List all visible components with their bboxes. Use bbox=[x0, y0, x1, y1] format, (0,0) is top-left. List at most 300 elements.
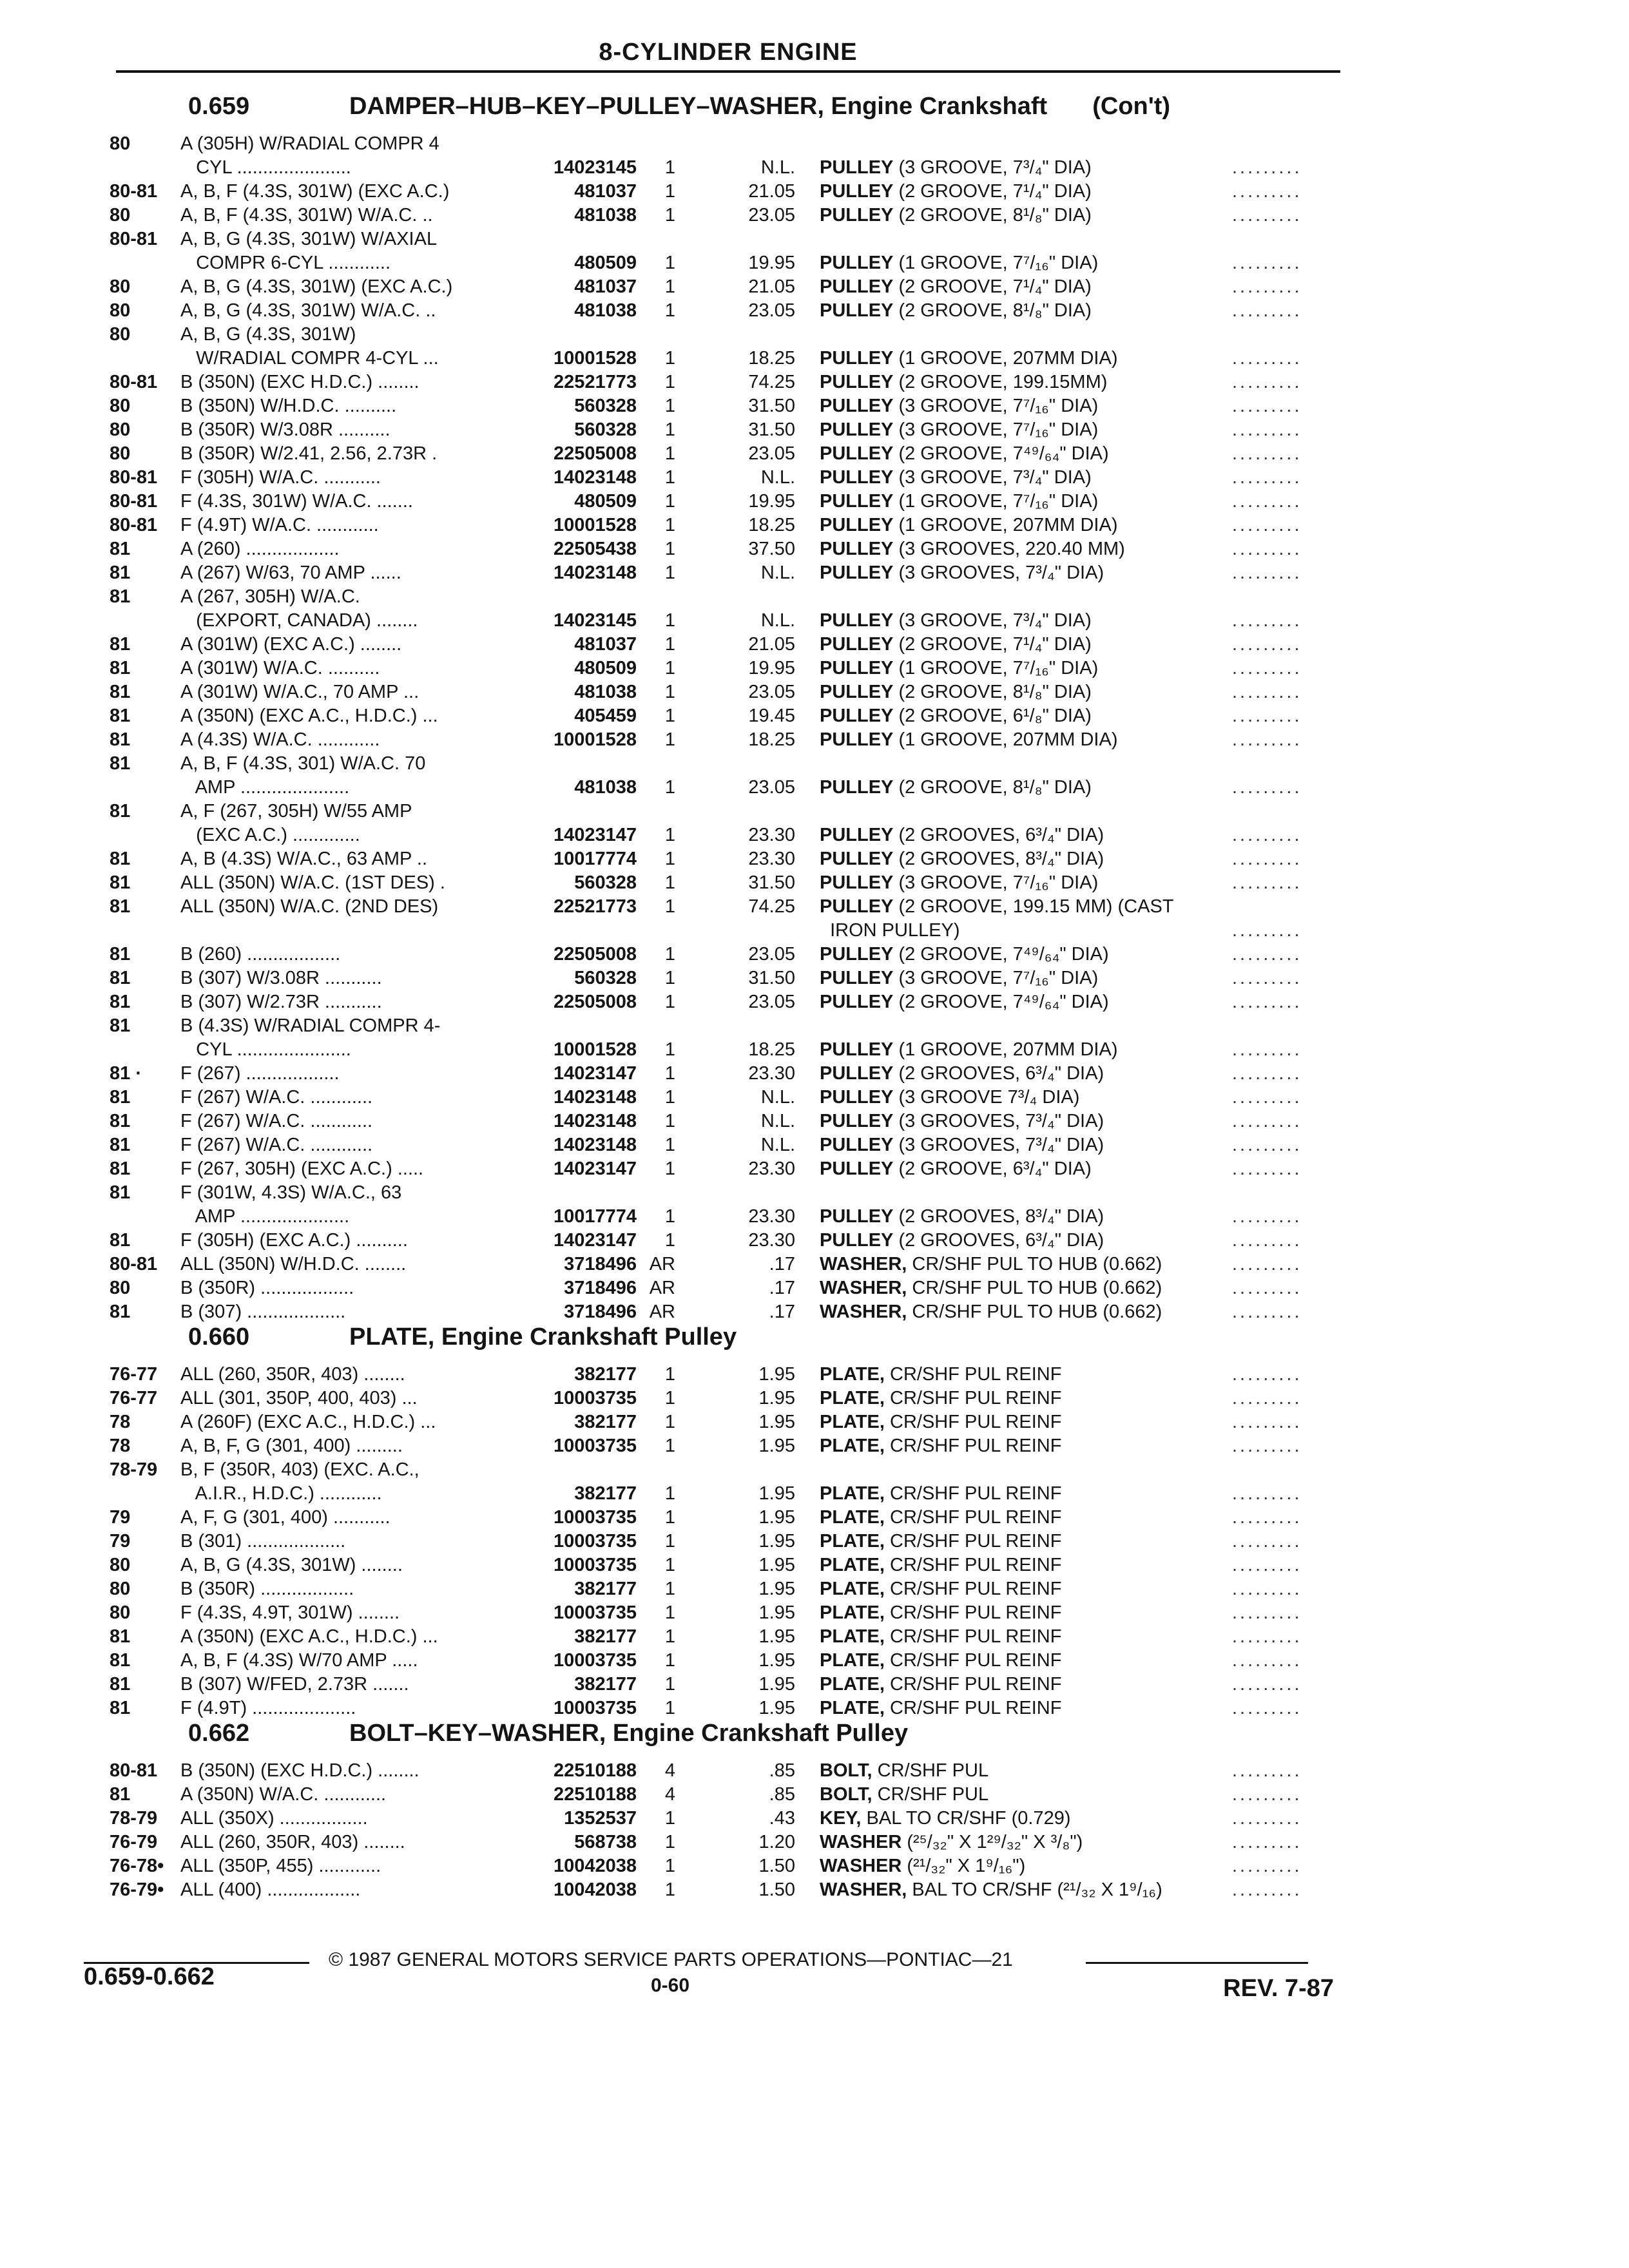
model-year: 81 bbox=[110, 539, 131, 559]
leader-dots: ......... bbox=[1232, 181, 1302, 202]
model-year: 80-81 bbox=[110, 181, 158, 202]
leader-dots: ......... bbox=[1232, 634, 1302, 655]
price: 18.25 bbox=[748, 1039, 795, 1060]
price: 1.95 bbox=[758, 1388, 795, 1408]
part-name: PULLEY bbox=[820, 610, 894, 631]
price: 1.95 bbox=[758, 1650, 795, 1671]
part-number: 22521773 bbox=[553, 896, 637, 917]
part-spec: CR/SHF PUL REINF bbox=[884, 1364, 1062, 1385]
application: F (267) .................. bbox=[180, 1063, 340, 1084]
price: 1.20 bbox=[758, 1832, 795, 1852]
application: ALL (260, 350R, 403) ........ bbox=[180, 1832, 405, 1852]
parts-row bbox=[110, 1227, 1334, 1251]
leader-dots: ......... bbox=[1232, 1087, 1302, 1108]
part-number: 10001528 bbox=[553, 729, 637, 750]
part-spec: (2 GROOVE, 7⁴⁹/₆₄" DIA) bbox=[893, 944, 1109, 965]
part-spec: CR/SHF PUL bbox=[872, 1760, 989, 1781]
part-name: WASHER, bbox=[820, 1254, 907, 1274]
price: 23.30 bbox=[748, 825, 795, 845]
part-number: 14023147 bbox=[553, 1230, 637, 1251]
part-name: PULLEY bbox=[820, 1063, 894, 1084]
parts-row bbox=[110, 464, 1334, 488]
quantity: 1 bbox=[664, 1087, 675, 1108]
part-name: PULLEY bbox=[820, 205, 894, 226]
parts-row bbox=[110, 535, 1334, 559]
leader-dots: ......... bbox=[1232, 539, 1302, 559]
quantity: 1 bbox=[664, 1063, 675, 1084]
part-description bbox=[820, 634, 1232, 655]
leader-dots: ......... bbox=[1232, 1388, 1302, 1408]
price: 23.05 bbox=[748, 205, 795, 226]
quantity: 4 bbox=[664, 1760, 675, 1781]
model-year: 81 bbox=[110, 706, 131, 726]
application: A (301W) W/A.C. .......... bbox=[180, 658, 380, 678]
leader-dots: ......... bbox=[1232, 1602, 1302, 1623]
part-name: WASHER, bbox=[820, 1302, 907, 1322]
application: A (4.3S) W/A.C. ............ bbox=[180, 729, 380, 750]
part-number: 14023147 bbox=[553, 1158, 637, 1179]
leader-dots: ......... bbox=[1232, 1230, 1302, 1251]
leader-dots: ......... bbox=[1232, 849, 1302, 869]
part-number: 14023147 bbox=[553, 1063, 637, 1084]
application: F (4.9T) W/A.C. ............ bbox=[180, 515, 379, 535]
part-description bbox=[820, 610, 1232, 631]
part-name: KEY, bbox=[820, 1808, 862, 1829]
leader-dots: ......... bbox=[1232, 729, 1302, 750]
parts-row bbox=[110, 1695, 1334, 1718]
quantity: AR bbox=[649, 1302, 675, 1322]
part-spec: (3 GROOVES, 7³/₄" DIA) bbox=[893, 1111, 1104, 1131]
model-year: 80 bbox=[110, 205, 131, 226]
price: 23.05 bbox=[748, 944, 795, 965]
header-rule bbox=[116, 70, 1340, 73]
price: 18.25 bbox=[748, 729, 795, 750]
part-spec: CR/SHF PUL REINF bbox=[884, 1507, 1062, 1528]
quantity: AR bbox=[649, 1254, 675, 1274]
application: B (350R) .................. bbox=[180, 1579, 354, 1599]
parts-row bbox=[110, 845, 1334, 869]
footer-rule-right bbox=[1086, 1962, 1308, 1964]
quantity: 1 bbox=[664, 1039, 675, 1060]
model-year: 80-81 bbox=[110, 1760, 158, 1781]
part-description bbox=[820, 562, 1232, 583]
application: B, F (350R, 403) (EXC. A.C., bbox=[180, 1459, 419, 1480]
parts-row bbox=[110, 655, 1334, 678]
leader-dots: ......... bbox=[1232, 1808, 1302, 1829]
part-description bbox=[820, 1555, 1232, 1575]
quantity: 1 bbox=[664, 1483, 675, 1504]
price: 74.25 bbox=[748, 372, 795, 392]
part-description bbox=[820, 849, 1232, 869]
application: A, B, G (4.3S, 301W) W/AXIAL bbox=[180, 229, 438, 249]
leader-dots: ......... bbox=[1232, 1158, 1302, 1179]
parts-row bbox=[110, 774, 1334, 798]
part-name: WASHER bbox=[820, 1832, 902, 1852]
leader-dots: ......... bbox=[1232, 1412, 1302, 1432]
part-number: 22505008 bbox=[553, 443, 637, 464]
application: (EXPORT, CANADA) ........ bbox=[180, 610, 418, 631]
part-number: 481038 bbox=[574, 682, 637, 702]
quantity: 1 bbox=[664, 372, 675, 392]
part-number: 22510188 bbox=[553, 1784, 637, 1805]
part-description bbox=[820, 1230, 1232, 1251]
quantity: 1 bbox=[664, 1650, 675, 1671]
model-year: 81 bbox=[110, 753, 131, 774]
price: 31.50 bbox=[748, 419, 795, 440]
part-number: 22521773 bbox=[553, 372, 637, 392]
parts-row bbox=[110, 583, 1334, 607]
application: A, B (4.3S) W/A.C., 63 AMP .. bbox=[180, 849, 428, 869]
leader-dots: ......... bbox=[1232, 205, 1302, 226]
quantity: 1 bbox=[664, 491, 675, 512]
application: A (260F) (EXC A.C., H.D.C.) ... bbox=[180, 1412, 436, 1432]
price: N.L. bbox=[760, 1111, 795, 1131]
parts-row bbox=[110, 1805, 1334, 1829]
part-number: 14023148 bbox=[553, 1111, 637, 1131]
part-description bbox=[820, 1626, 1232, 1647]
part-name: PULLEY bbox=[820, 944, 894, 965]
part-spec: (2 GROOVES, 6³/₄" DIA) bbox=[893, 1063, 1104, 1084]
parts-row bbox=[110, 1432, 1334, 1456]
leader-dots: ......... bbox=[1232, 276, 1302, 297]
quantity: 1 bbox=[664, 872, 675, 893]
part-number: 382177 bbox=[574, 1674, 637, 1695]
leader-dots: ......... bbox=[1232, 348, 1302, 369]
application: A, B, G (4.3S, 301W) W/A.C. .. bbox=[180, 300, 436, 321]
part-number: 3718496 bbox=[564, 1302, 637, 1322]
quantity: 1 bbox=[664, 1364, 675, 1385]
application: A, B, F (4.3S) W/70 AMP ..... bbox=[180, 1650, 418, 1671]
part-spec: (3 GROOVE 7³/₄ DIA) bbox=[893, 1087, 1080, 1108]
part-name: PULLEY bbox=[820, 872, 894, 893]
part-spec: (1 GROOVE, 7⁷/₁₆" DIA) bbox=[893, 658, 1099, 678]
part-description bbox=[820, 872, 1232, 893]
part-spec: IRON PULLEY) bbox=[820, 920, 960, 941]
part-description bbox=[820, 348, 1232, 369]
application: A, F, G (301, 400) ........... bbox=[180, 1507, 390, 1528]
parts-row bbox=[110, 512, 1334, 535]
section-heading bbox=[110, 93, 1334, 130]
parts-row bbox=[110, 1671, 1334, 1695]
part-spec: (2 GROOVE, 8¹/₈" DIA) bbox=[893, 777, 1092, 798]
part-spec: CR/SHF PUL REINF bbox=[884, 1436, 1062, 1456]
leader-dots: ......... bbox=[1232, 1879, 1302, 1900]
leader-dots: ......... bbox=[1232, 1278, 1302, 1298]
quantity: 1 bbox=[664, 1436, 675, 1456]
model-year: 80-81 bbox=[110, 372, 158, 392]
model-year: 81 bbox=[110, 729, 131, 750]
part-description bbox=[820, 276, 1232, 297]
parts-row bbox=[110, 1131, 1334, 1155]
leader-dots: ......... bbox=[1232, 467, 1302, 488]
model-year: 78-79 bbox=[110, 1808, 158, 1829]
parts-row bbox=[110, 1781, 1334, 1805]
part-description bbox=[820, 729, 1232, 750]
part-number: 3718496 bbox=[564, 1254, 637, 1274]
part-description bbox=[820, 1879, 1232, 1900]
parts-row bbox=[110, 702, 1334, 726]
part-number: 382177 bbox=[574, 1364, 637, 1385]
parts-row bbox=[110, 750, 1334, 774]
part-spec: (1 GROOVE, 207MM DIA) bbox=[893, 348, 1118, 369]
quantity: 1 bbox=[664, 1698, 675, 1718]
part-description bbox=[820, 1531, 1232, 1552]
model-year: 81 bbox=[110, 1784, 131, 1805]
leader-dots: ......... bbox=[1232, 1507, 1302, 1528]
part-name: PULLEY bbox=[820, 562, 894, 583]
part-description bbox=[820, 1206, 1232, 1227]
leader-dots: ......... bbox=[1232, 777, 1302, 798]
price: 1.95 bbox=[758, 1579, 795, 1599]
part-name: PULLEY bbox=[820, 372, 894, 392]
part-number: 22505008 bbox=[553, 992, 637, 1012]
part-spec: CR/SHF PUL REINF bbox=[884, 1555, 1062, 1575]
parts-row bbox=[110, 988, 1334, 1012]
price: N.L. bbox=[760, 1135, 795, 1155]
leader-dots: ......... bbox=[1232, 1555, 1302, 1575]
parts-row bbox=[110, 917, 1334, 941]
part-spec: (²¹/₃₂" X 1⁹/₁₆") bbox=[901, 1856, 1026, 1876]
part-name: PULLEY bbox=[820, 849, 894, 869]
part-spec: (2 GROOVE, 7¹/₄" DIA) bbox=[893, 181, 1092, 202]
part-name: PULLEY bbox=[820, 491, 894, 512]
parts-row bbox=[110, 1829, 1334, 1852]
part-description bbox=[820, 1507, 1232, 1528]
leader-dots: ......... bbox=[1232, 1626, 1302, 1647]
part-description bbox=[820, 419, 1232, 440]
quantity: 1 bbox=[664, 610, 675, 631]
part-spec: CR/SHF PUL TO HUB (0.662) bbox=[907, 1254, 1162, 1274]
parts-row bbox=[110, 941, 1334, 965]
price: 19.95 bbox=[748, 253, 795, 273]
part-spec: (2 GROOVE, 7⁴⁹/₆₄" DIA) bbox=[893, 443, 1109, 464]
model-year: 80 bbox=[110, 1579, 131, 1599]
parts-row bbox=[110, 1385, 1334, 1408]
part-description bbox=[820, 253, 1232, 273]
price: .43 bbox=[769, 1808, 795, 1829]
application: A (267, 305H) W/A.C. bbox=[180, 586, 360, 607]
part-description bbox=[820, 300, 1232, 321]
parts-row bbox=[110, 607, 1334, 631]
leader-dots: ......... bbox=[1232, 515, 1302, 535]
price: 1.95 bbox=[758, 1626, 795, 1647]
leader-dots: ......... bbox=[1232, 706, 1302, 726]
application: A, B, F, G (301, 400) ......... bbox=[180, 1436, 403, 1456]
parts-row bbox=[110, 1361, 1334, 1385]
part-description bbox=[820, 1856, 1232, 1876]
part-number: 10042038 bbox=[553, 1879, 637, 1900]
part-description bbox=[820, 896, 1232, 917]
part-number: 10003735 bbox=[553, 1531, 637, 1552]
application: F (305H) W/A.C. ........... bbox=[180, 467, 381, 488]
part-description bbox=[820, 1602, 1232, 1623]
price: .17 bbox=[769, 1278, 795, 1298]
part-spec: (2 GROOVE, 199.15MM) bbox=[893, 372, 1108, 392]
model-year: 80 bbox=[110, 396, 131, 416]
part-description bbox=[820, 372, 1232, 392]
part-number: 481038 bbox=[574, 777, 637, 798]
price: N.L. bbox=[760, 467, 795, 488]
part-name: PLATE, bbox=[820, 1650, 885, 1671]
part-name: PULLEY bbox=[820, 992, 894, 1012]
leader-dots: ......... bbox=[1232, 1674, 1302, 1695]
price: 1.95 bbox=[758, 1412, 795, 1432]
model-year: 76-78• bbox=[110, 1856, 164, 1876]
price: 1.95 bbox=[758, 1555, 795, 1575]
price: 23.30 bbox=[748, 1206, 795, 1227]
part-number: 560328 bbox=[574, 396, 637, 416]
model-year: 81 bbox=[110, 1230, 131, 1251]
application: AMP ..................... bbox=[180, 777, 350, 798]
part-description bbox=[820, 658, 1232, 678]
model-year: 80-81 bbox=[110, 229, 158, 249]
part-number: 568738 bbox=[574, 1832, 637, 1852]
parts-row bbox=[110, 1575, 1334, 1599]
quantity: 1 bbox=[664, 276, 675, 297]
section-heading bbox=[110, 1720, 1334, 1757]
section-number: 0.660 bbox=[188, 1323, 250, 1350]
part-number: 14023148 bbox=[553, 467, 637, 488]
model-year: 76-79• bbox=[110, 1879, 164, 1900]
quantity: 1 bbox=[664, 992, 675, 1012]
part-spec: (2 GROOVE, 8¹/₈" DIA) bbox=[893, 682, 1092, 702]
part-description bbox=[820, 1784, 1232, 1805]
application: F (4.9T) .................... bbox=[180, 1698, 356, 1718]
section-number: 0.659 bbox=[188, 93, 250, 120]
price: 31.50 bbox=[748, 396, 795, 416]
application: B (307) ................... bbox=[180, 1302, 346, 1322]
part-spec: (3 GROOVE, 7³/₄" DIA) bbox=[893, 610, 1092, 631]
application: B (307) W/2.73R ........... bbox=[180, 992, 382, 1012]
parts-row bbox=[110, 488, 1334, 512]
model-year: 78-79 bbox=[110, 1459, 158, 1480]
parts-row bbox=[110, 869, 1334, 893]
price: 1.95 bbox=[758, 1602, 795, 1623]
quantity: 1 bbox=[664, 396, 675, 416]
application: B (350N) (EXC H.D.C.) ........ bbox=[180, 372, 419, 392]
part-number: 382177 bbox=[574, 1412, 637, 1432]
part-description bbox=[820, 1698, 1232, 1718]
application: B (4.3S) W/RADIAL COMPR 4- bbox=[180, 1015, 441, 1036]
application: A (301W) (EXC A.C.) ........ bbox=[180, 634, 402, 655]
application: ALL (301, 350P, 400, 403) ... bbox=[180, 1388, 418, 1408]
price: .17 bbox=[769, 1254, 795, 1274]
parts-row bbox=[110, 559, 1334, 583]
quantity: 1 bbox=[664, 1158, 675, 1179]
leader-dots: ......... bbox=[1232, 825, 1302, 845]
price: .85 bbox=[769, 1760, 795, 1781]
model-year: 81 bbox=[110, 1135, 131, 1155]
application: B (307) W/FED, 2.73R ....... bbox=[180, 1674, 409, 1695]
section-number: 0.662 bbox=[188, 1720, 250, 1747]
part-description bbox=[820, 1158, 1232, 1179]
application: A (350N) W/A.C. ............ bbox=[180, 1784, 387, 1805]
parts-row bbox=[110, 130, 1334, 154]
application: F (4.3S, 4.9T, 301W) ........ bbox=[180, 1602, 400, 1623]
part-name: WASHER, bbox=[820, 1879, 907, 1900]
model-year: 81 bbox=[110, 1015, 131, 1036]
part-description bbox=[820, 443, 1232, 464]
part-spec: (2 GROOVE, 7¹/₄" DIA) bbox=[893, 276, 1092, 297]
model-year: 81 bbox=[110, 849, 131, 869]
model-year: 81 bbox=[110, 1158, 131, 1179]
parts-row bbox=[110, 1203, 1334, 1227]
catalog-section bbox=[110, 93, 1334, 1322]
section-title: PLATE, Engine Crankshaft Pulley bbox=[349, 1323, 737, 1350]
part-name: BOLT, bbox=[820, 1760, 872, 1781]
part-description bbox=[820, 1650, 1232, 1671]
price: 23.05 bbox=[748, 300, 795, 321]
model-year: 81 bbox=[110, 634, 131, 655]
part-description bbox=[820, 968, 1232, 988]
part-spec: (3 GROOVE, 7⁷/₁₆" DIA) bbox=[893, 419, 1099, 440]
quantity: 1 bbox=[664, 1674, 675, 1695]
application: ALL (350N) W/H.D.C. ........ bbox=[180, 1254, 407, 1274]
part-number: 10001528 bbox=[553, 348, 637, 369]
price: 19.95 bbox=[748, 491, 795, 512]
footer-revision: REV. 7-87 bbox=[1223, 1975, 1334, 2002]
part-name: PULLEY bbox=[820, 419, 894, 440]
part-spec: (2 GROOVES, 6³/₄" DIA) bbox=[893, 1230, 1104, 1251]
section-continued: (Con't) bbox=[1092, 93, 1171, 120]
leader-dots: ......... bbox=[1232, 1650, 1302, 1671]
part-number: 481038 bbox=[574, 205, 637, 226]
footer-section-range: 0.659-0.662 bbox=[84, 1963, 215, 1990]
part-number: 22505438 bbox=[553, 539, 637, 559]
part-name: PULLEY bbox=[820, 706, 894, 726]
model-year: 80 bbox=[110, 324, 131, 345]
parts-row bbox=[110, 202, 1334, 226]
parts-row bbox=[110, 154, 1334, 178]
parts-row bbox=[110, 1623, 1334, 1647]
leader-dots: ......... bbox=[1232, 968, 1302, 988]
price: 1.95 bbox=[758, 1674, 795, 1695]
application: A (305H) W/RADIAL COMPR 4 bbox=[180, 133, 439, 154]
price: 23.05 bbox=[748, 992, 795, 1012]
part-number: 10042038 bbox=[553, 1856, 637, 1876]
part-spec: CR/SHF PUL REINF bbox=[884, 1626, 1062, 1647]
part-description bbox=[820, 1674, 1232, 1695]
model-year: 80 bbox=[110, 1602, 131, 1623]
part-number: 1352537 bbox=[564, 1808, 637, 1829]
leader-dots: ......... bbox=[1232, 1760, 1302, 1781]
part-spec: BAL TO CR/SHF (0.729) bbox=[861, 1808, 1071, 1829]
price: 1.50 bbox=[758, 1879, 795, 1900]
application: W/RADIAL COMPR 4-CYL ... bbox=[180, 348, 439, 369]
part-number: 481037 bbox=[574, 634, 637, 655]
part-name: PULLEY bbox=[820, 1230, 894, 1251]
application: A.I.R., H.D.C.) ............ bbox=[180, 1483, 382, 1504]
model-year: 81 bbox=[110, 801, 131, 822]
application: B (350N) W/H.D.C. .......... bbox=[180, 396, 397, 416]
parts-row bbox=[110, 440, 1334, 464]
part-spec: (1 GROOVE, 207MM DIA) bbox=[893, 729, 1118, 750]
application: B (307) W/3.08R ........... bbox=[180, 968, 382, 988]
part-number: 14023148 bbox=[553, 562, 637, 583]
price: 23.30 bbox=[748, 1063, 795, 1084]
application: ALL (400) .................. bbox=[180, 1879, 361, 1900]
section-title: DAMPER–HUB–KEY–PULLEY–WASHER, Engine Crankshaft bbox=[349, 93, 1048, 120]
application: (EXC A.C.) ............. bbox=[180, 825, 360, 845]
application: A (350N) (EXC A.C., H.D.C.) ... bbox=[180, 706, 438, 726]
model-year: 76-77 bbox=[110, 1388, 158, 1408]
part-spec: CR/SHF PUL TO HUB (0.662) bbox=[907, 1302, 1162, 1322]
part-spec: CR/SHF PUL REINF bbox=[884, 1412, 1062, 1432]
application: CYL ...................... bbox=[180, 1039, 351, 1060]
leader-dots: ......... bbox=[1232, 992, 1302, 1012]
leader-dots: ......... bbox=[1232, 372, 1302, 392]
part-number: 10003735 bbox=[553, 1602, 637, 1623]
